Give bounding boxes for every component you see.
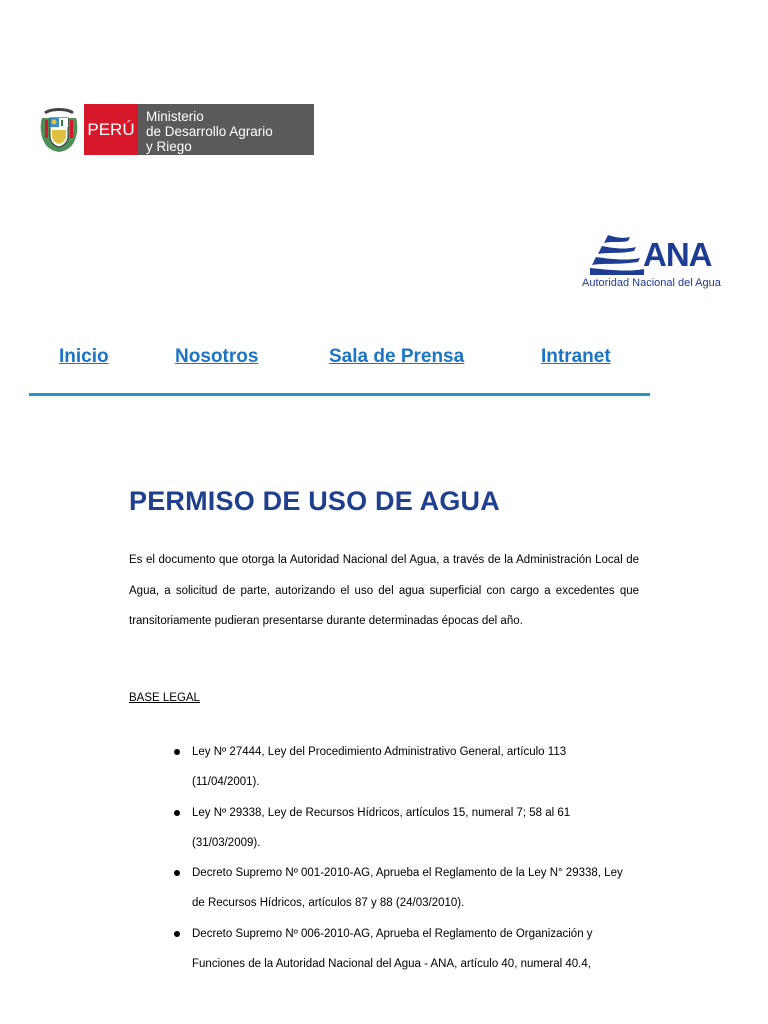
nav-link-sala-de-prensa[interactable]: Sala de Prensa [329,346,465,367]
law-text: Ley Nº 27444, Ley del Procedimiento Administrativo General, artículo 113 (11/04/2001). [192,746,567,789]
intro-paragraph: Es el documento que otorga la Autoridad Nacional del Agua, a través de la Administración Local de Agua, a solicitud de parte, autorizando el uso del agua superficial con cargo a excedentes que transitoriamente pudieran presentarse durante determinadas épocas del año. [129,554,639,627]
legal-basis-list [0,737,768,979]
bullet-icon [174,931,180,937]
ministry-logo [38,104,314,156]
ana-waves-icon [590,233,644,277]
ministry-name [138,104,314,155]
list-item [0,858,632,919]
law-text: Decreto Supremo Nº 006-2010-AG, Aprueba el Reglamento de Organización y Funciones de la Autoridad Nacional del Agua - ANA, artículo 40, numeral 40.4, [192,927,593,971]
ana-logo-text: ANA [643,236,712,273]
ana-logo [582,233,732,293]
ministry-line: de Desarrollo Agrario [146,124,273,139]
page-title: PERMISO DE USO DE AGUA [129,486,500,516]
nav-link-nosotros[interactable]: Nosotros [175,346,259,367]
bullet-icon [174,810,180,816]
ana-full-name: Autoridad Nacional del Agua [582,277,721,289]
nav-divider [29,393,650,396]
main-nav [0,346,768,376]
ministry-line: Ministerio [146,109,204,124]
nav-link-intranet[interactable]: Intranet [541,346,611,367]
nav-link-inicio[interactable]: Inicio [59,346,109,367]
law-text: Ley Nº 29338, Ley de Recursos Hídricos, artículos 15, numeral 7; 58 al 61 (31/03/2009). [192,806,571,849]
list-item [0,798,632,859]
ministry-line: y Riego [146,139,192,154]
coat-of-arms-icon [38,106,80,154]
list-item [0,919,632,980]
list-item [0,737,632,798]
country-label: PERÚ [84,104,138,155]
law-text: Decreto Supremo Nº 001-2010-AG, Aprueba el Reglamento de la Ley N° 29338, Ley de Recursos Hídricos, artículos 87 y 88 (24/03/2010). [192,867,623,910]
bullet-icon [174,870,180,876]
base-legal-heading: BASE LEGAL [129,692,200,704]
bullet-icon [174,749,180,755]
